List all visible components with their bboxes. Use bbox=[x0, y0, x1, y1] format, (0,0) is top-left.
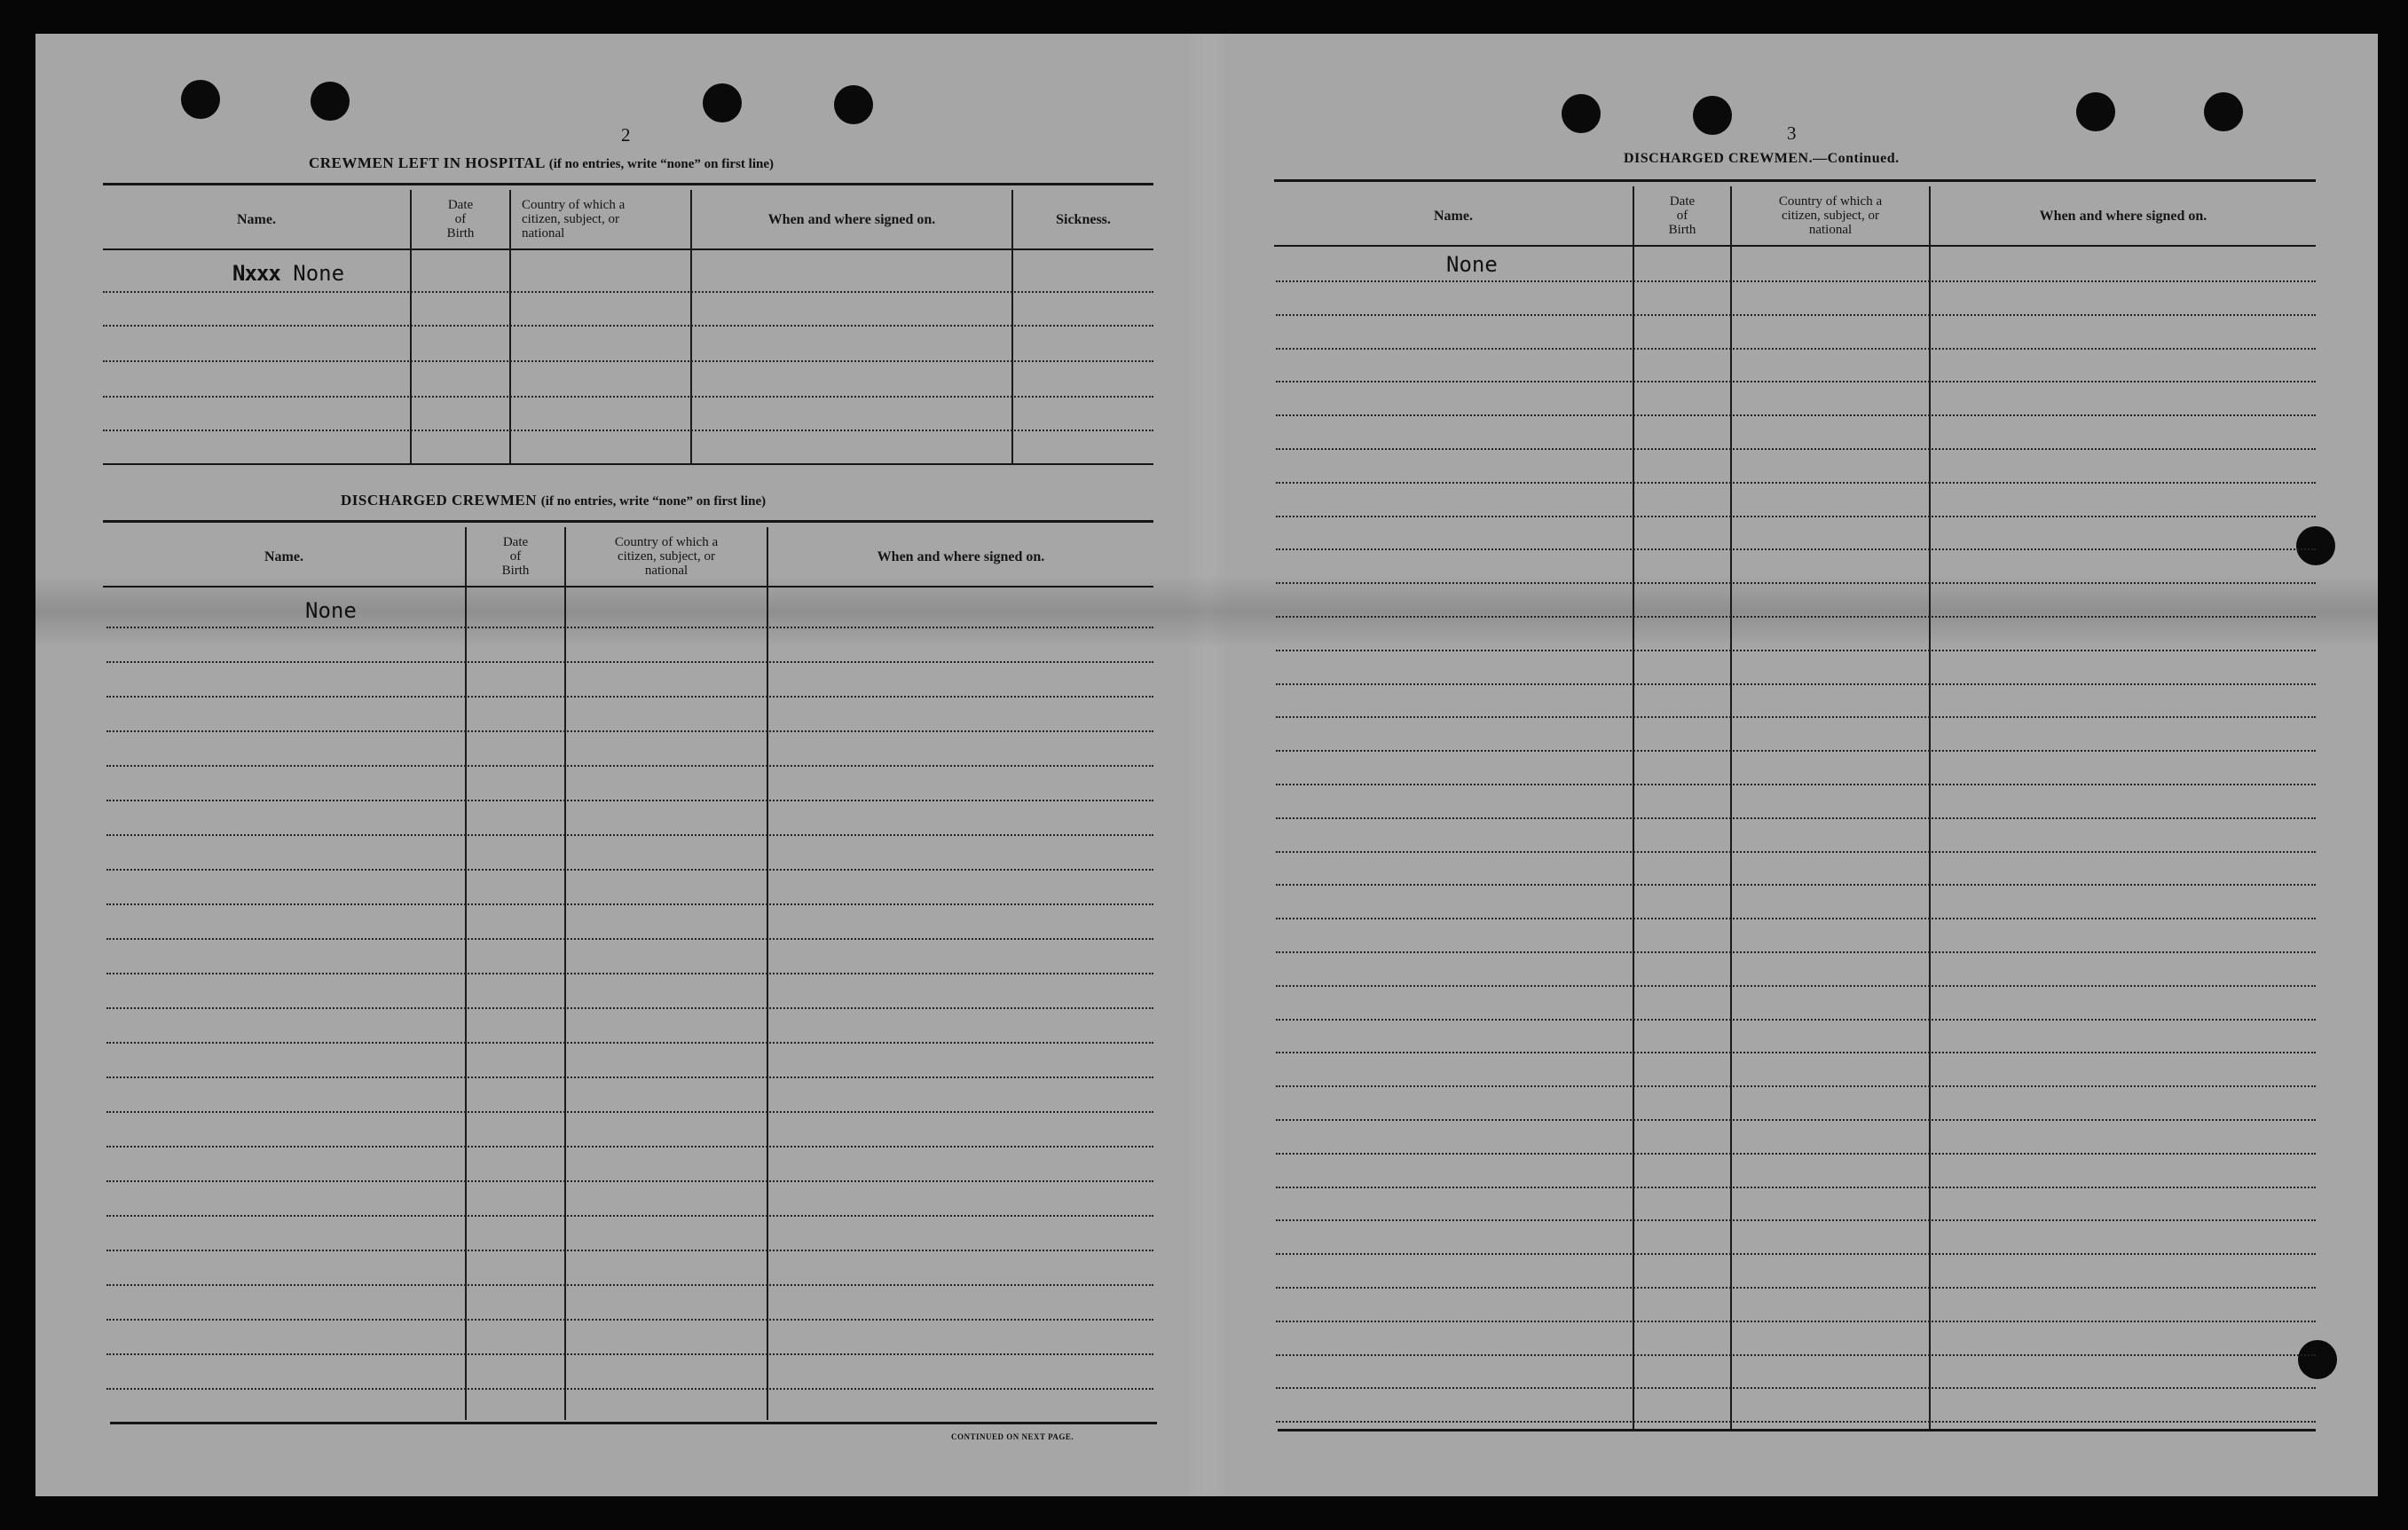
ruled-line bbox=[1276, 784, 2316, 785]
ruled-line bbox=[106, 903, 1153, 905]
ruled-line bbox=[106, 1007, 1153, 1009]
header-rule bbox=[103, 586, 1153, 588]
ruled-line bbox=[1276, 1052, 2316, 1053]
column-header-name: Name. bbox=[264, 548, 303, 564]
table-top-rule bbox=[103, 183, 1153, 185]
ruled-line bbox=[1276, 414, 2316, 416]
table-top-rule bbox=[1274, 179, 2316, 182]
ruled-line bbox=[1276, 985, 2316, 987]
page-number: 3 bbox=[1787, 122, 1797, 144]
ruled-line bbox=[1276, 1387, 2316, 1389]
discharged-entry: None bbox=[305, 598, 357, 623]
table-bottom-rule bbox=[1278, 1429, 2316, 1431]
ruled-line bbox=[1276, 348, 2316, 350]
discharged-continued-title: DISCHARGED CREWMEN.—Continued. bbox=[1624, 151, 1900, 166]
ruled-line bbox=[1276, 1153, 2316, 1155]
punch-hole bbox=[834, 85, 873, 124]
ruled-line bbox=[106, 696, 1153, 698]
ruled-line bbox=[1276, 650, 2316, 651]
header-rule bbox=[1274, 245, 2316, 247]
header-rule bbox=[103, 248, 1153, 250]
ruled-line bbox=[106, 1215, 1153, 1217]
column-header-country: Country of which a citizen, subject, or national bbox=[522, 198, 626, 241]
ruled-line bbox=[1276, 716, 2316, 718]
ruled-line bbox=[106, 730, 1153, 732]
ruled-line bbox=[1276, 918, 2316, 919]
ruled-line bbox=[106, 1284, 1153, 1286]
column-header-name: Name. bbox=[1434, 208, 1473, 224]
ruled-line bbox=[106, 800, 1153, 801]
ruled-line bbox=[106, 973, 1153, 974]
column-divider bbox=[1633, 186, 1634, 1429]
ruled-line bbox=[106, 834, 1153, 836]
ruled-line bbox=[1276, 616, 2316, 618]
hospital-section-title: CREWMEN LEFT IN HOSPITAL (if no entries, write “none” on first line) bbox=[309, 154, 774, 171]
ruled-line bbox=[1276, 1219, 2316, 1221]
ruled-line bbox=[106, 869, 1153, 871]
ruled-line bbox=[1276, 582, 2316, 584]
ruled-line bbox=[106, 1042, 1153, 1044]
ruled-line bbox=[106, 661, 1153, 663]
ruled-line bbox=[1276, 482, 2316, 484]
ruled-line bbox=[1276, 381, 2316, 382]
ruled-line bbox=[1276, 1085, 2316, 1087]
ruled-line bbox=[106, 938, 1153, 940]
ruled-line bbox=[1276, 1253, 2316, 1255]
ruled-line bbox=[1276, 314, 2316, 316]
column-header-signed-on: When and where signed on. bbox=[767, 211, 936, 227]
column-divider bbox=[1929, 186, 1931, 1429]
ruled-line bbox=[1276, 516, 2316, 517]
column-header-sickness: Sickness. bbox=[1056, 211, 1111, 227]
discharged-continued-entry: None bbox=[1446, 252, 1498, 277]
column-header-country: Country of which a citizen, subject, or national bbox=[614, 535, 719, 578]
column-header-date-of-birth: Date of Birth bbox=[446, 198, 475, 241]
ruled-line bbox=[106, 1111, 1153, 1113]
ruled-line bbox=[1276, 884, 2316, 886]
ruled-line bbox=[1276, 683, 2316, 685]
ruled-line bbox=[1276, 1421, 2316, 1423]
ruled-line bbox=[1276, 1119, 2316, 1121]
ruled-line bbox=[1276, 1187, 2316, 1188]
column-header-date-of-birth: Date of Birth bbox=[501, 535, 530, 578]
hospital-entry: Nxxx None bbox=[232, 261, 345, 286]
ruled-line bbox=[1276, 951, 2316, 953]
punch-hole bbox=[2204, 92, 2243, 131]
ruled-line bbox=[1276, 448, 2316, 450]
table-bottom-rule bbox=[110, 1422, 1157, 1424]
ruled-line bbox=[106, 1319, 1153, 1321]
column-header-signed-on: When and where signed on. bbox=[2039, 208, 2207, 224]
punch-hole bbox=[1693, 96, 1732, 135]
ruled-line bbox=[1276, 750, 2316, 752]
punch-hole bbox=[2076, 92, 2115, 131]
ruled-line bbox=[106, 1180, 1153, 1182]
manifest-sheet bbox=[35, 34, 2378, 1496]
punch-hole bbox=[181, 80, 220, 119]
column-header-name: Name. bbox=[237, 211, 276, 227]
column-header-signed-on: When and where signed on. bbox=[877, 548, 1045, 564]
ruled-line bbox=[106, 1388, 1153, 1390]
ruled-line bbox=[1276, 1019, 2316, 1021]
discharged-section-title: DISCHARGED CREWMEN (if no entries, write “none” on first line) bbox=[341, 492, 767, 509]
punch-hole bbox=[2298, 1340, 2337, 1379]
table-top-rule bbox=[103, 520, 1153, 523]
table-bottom-rule bbox=[103, 463, 1153, 465]
ruled-line bbox=[1276, 1287, 2316, 1289]
ruled-line bbox=[106, 1077, 1153, 1078]
continued-note: CONTINUED ON NEXT PAGE. bbox=[951, 1432, 1074, 1441]
ruled-line bbox=[1276, 548, 2316, 550]
punch-hole bbox=[2296, 526, 2335, 565]
ruled-line bbox=[1276, 1321, 2316, 1322]
ruled-line bbox=[1276, 1354, 2316, 1356]
column-header-date-of-birth: Date of Birth bbox=[1668, 194, 1696, 237]
column-header-country: Country of which a citizen, subject, or national bbox=[1778, 194, 1883, 237]
ruled-line bbox=[106, 1353, 1153, 1355]
page-number: 2 bbox=[621, 124, 631, 146]
ruled-line bbox=[106, 1250, 1153, 1251]
punch-hole bbox=[1562, 94, 1601, 133]
punch-hole bbox=[703, 83, 742, 122]
ruled-line bbox=[1276, 817, 2316, 819]
struck-out-text: Nxxx bbox=[232, 261, 280, 286]
ruled-line bbox=[1276, 280, 2316, 282]
ruled-line bbox=[106, 627, 1153, 628]
ruled-line bbox=[106, 765, 1153, 767]
ruled-line bbox=[1276, 851, 2316, 853]
ruled-line bbox=[106, 1146, 1153, 1148]
column-divider bbox=[1730, 186, 1732, 1429]
punch-hole bbox=[311, 82, 350, 121]
